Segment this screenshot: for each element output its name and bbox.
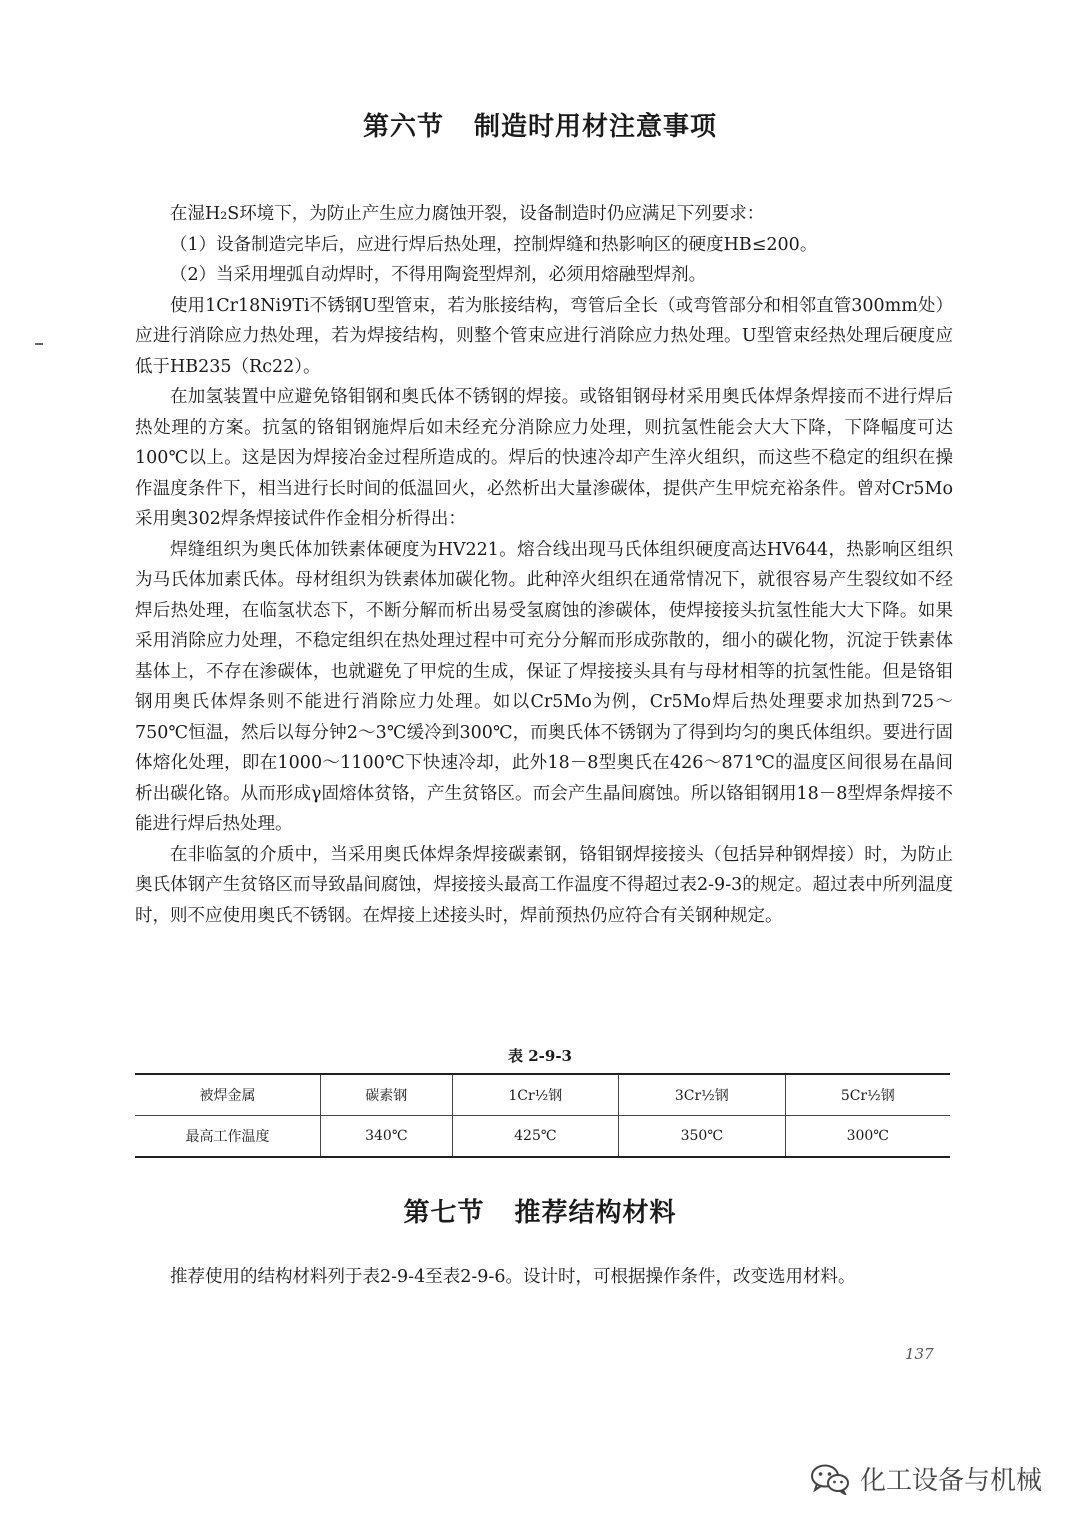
section-7-title (0, 1192, 1080, 1229)
paragraph: （1）设备制造完毕后，应进行焊后热处理，控制焊缝和热影响区的硬度HB≤200。 (170, 234, 818, 255)
column-header: 碳素钢 (321, 1074, 453, 1116)
table-row (135, 1074, 950, 1116)
row-header-metal: 被焊金属 (199, 1088, 256, 1104)
section-7-number: 第七节 (403, 1198, 485, 1228)
table-caption: 表 2-9-3 (508, 1047, 572, 1065)
table-cell: 340℃ (321, 1116, 453, 1158)
paragraph: 焊缝组织为奥氏体加铁素体硬度为HV221。熔合线出现马氏体组织硬度高达HV644，热影响区组织为马氏体加素氏体。母材组织为铁素体加碳化物。此种淬火组织在通常情况下，就很容易产生裂纹如不经焊后热处理，在临氢状态下，不断分解而析出易受氢腐蚀的渗碳体，使焊接接头抗氢性能大大下降。如果采用消除应力处理，不稳定组织在热处理过程中可充分分解而形成弥散的，细小的碳化物，沉淀于铁素体基体上，不存在渗碳体，也就避免了甲烷的生成，保证了焊接接头具有与母材相等的抗氢性能。但是铬钼钢用奥氏体焊条则不能进行消除应力处理。如以Cr5Mo为例，Cr5Mo焊后热处理要求加热到725～750℃恒温，然后以每分钟2～3℃缓冷到300℃，而奥氏体不锈钢为了得到均匀的奥氏体组织。要进行固体熔化处理，即在1000～1100℃下快速冷却，此外18－8型奥氏在426～871℃的温度区间很易在晶间析出碳化铬。从而形成γ固熔体贫铬，产生贫铬区。而会产生晶间腐蚀。所以铬钼钢用18－8型焊条焊接不能进行焊后热处理。 (135, 539, 953, 834)
paragraph: （2）当采用埋弧自动焊时，不得用陶瓷型焊剂，必须用熔融型焊剂。 (170, 265, 707, 285)
section-6-body (135, 199, 953, 931)
paragraph: 在湿H₂S环境下，为防止产生应力腐蚀开裂，设备制造时仍应满足下列要求： (170, 204, 765, 224)
paragraph: 使用1Cr18Ni9Ti不锈钢U型管束，若为胀接结构，弯管后全长（或弯管部分和相邻直管300mm处）应进行消除应力热处理，若为焊接结构，则整个管束应进行消除应力热处理。U型管束经热处理后硬度应低于HB235（Rc22）。 (135, 295, 953, 377)
watermark-text: 化工设备与机械 (860, 1466, 1043, 1496)
paragraph: 在加氢装置中应避免铬钼钢和奥氏体不锈钢的焊接。或铬钼钢母材采用奥氏体焊条焊接而不进行焊后热处理的方案。抗氢的铬钼钢施焊后如未经充分消除应力处理，则抗氢性能会大大下降，下降幅度可达100℃以上。这是因为焊接冶金过程所造成的。焊后的快速冷却产生淬火组织，而这些不稳定的组织在操作温度条件下，相当进行长时间的低温回火，必然析出大量渗碳体，提供产生甲烷充裕条件。曾对Cr5Mo采用奥302焊条焊接试件作金相分析得出： (135, 387, 953, 529)
table-cell: 350℃ (619, 1116, 785, 1158)
row-header-max-temp: 最高工作温度 (135, 1116, 321, 1158)
section-6-number: 第六节 (362, 112, 444, 142)
margin-mark (35, 343, 43, 345)
page-number: 137 (905, 1345, 934, 1363)
section-6-title (0, 106, 1080, 143)
section-6-heading: 制造时用材注意事项 (474, 112, 718, 142)
watermark (810, 1460, 1042, 1497)
paragraph: 推荐使用的结构材料列于表2-9-4至表2-9-6。设计时，可根据操作条件，改变选用材料。 (170, 1267, 856, 1287)
section-7-heading: 推荐结构材料 (514, 1198, 677, 1228)
table-cell: 425℃ (452, 1116, 618, 1158)
table-cell: 300℃ (785, 1116, 950, 1158)
column-header: 5Cr½钢 (785, 1074, 950, 1116)
column-header: 1Cr½钢 (452, 1074, 618, 1116)
wechat-icon (810, 1463, 850, 1495)
paragraph: 在非临氢的介质中，当采用奥氏体焊条焊接碳素钢，铬钼钢焊接接头（包括异种钢焊接）时，为防止奥氏体钢产生贫铬区而导致晶间腐蚀，焊接接头最高工作温度不得超过表2-9-3的规定。超过表中所列温度时，则不应使用奥氏不锈钢。在焊接上述接头时，焊前预热仍应符合有关钢种规定。 (135, 844, 953, 926)
section-7-body (135, 1262, 953, 1293)
column-header: 3Cr½钢 (619, 1074, 785, 1116)
table-2-9-3 (135, 1073, 950, 1158)
table-row (135, 1116, 950, 1158)
